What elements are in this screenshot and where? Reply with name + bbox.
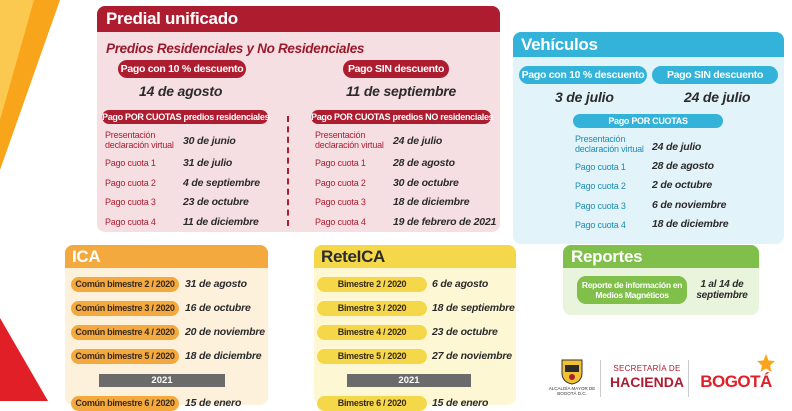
predial-res-row-0-label: Presentación declaración virtual — [105, 130, 174, 150]
vehiculos-row-2-date: 2 de octubre — [652, 179, 713, 191]
predial-header — [97, 6, 500, 32]
reportes-item-date: 1 al 14 de septiembre — [696, 279, 748, 301]
ica-row-1-date: 16 de octubre — [185, 302, 251, 314]
reteica-year-bar: 2021 — [347, 374, 471, 387]
reteica-row-2-date: 23 de octubre — [432, 326, 498, 338]
predial-subtitle: Predios Residenciales y No Residenciales — [106, 41, 365, 56]
reportes-item-label: Reporte de información en Medios Magnéticos — [577, 276, 687, 304]
reportes-card — [563, 245, 759, 315]
vehiculos-con-descuento-label: Pago con 10 % descuento — [519, 66, 647, 84]
predial-card — [97, 6, 500, 232]
vehiculos-row-3-date: 6 de noviembre — [652, 199, 727, 211]
predial-cuotas-residenciales-label: Pago POR CUOTAS predios residenciales — [102, 112, 270, 122]
reteica-header — [314, 245, 516, 268]
ica-row-partial-label: Común bimestre 6 / 2020 — [71, 396, 179, 411]
vehiculos-row-1-date: 28 de agosto — [652, 160, 714, 172]
secretaria-line1: SECRETARÍA DE — [613, 364, 681, 373]
alcaldia-text: ALCALDÍA MAYOR DE BOGOTÁ D.C. — [548, 386, 596, 396]
ica-row-3-label: Común bimestre 5 / 2020 — [71, 349, 179, 364]
predial-nores-row-4-date: 19 de febrero de 2021 — [393, 216, 497, 228]
vehiculos-row-3-label: Pago cuota 3 — [575, 201, 626, 211]
vehiculos-row-2-label: Pago cuota 2 — [575, 181, 626, 191]
predial-res-row-4-date: 11 de diciembre — [183, 216, 259, 228]
reteica-row-1-label: Bimestre 3 / 2020 — [317, 301, 427, 316]
vehiculos-row-4-label: Pago cuota 4 — [575, 220, 626, 230]
predial-res-row-1-date: 31 de julio — [183, 157, 233, 169]
ica-row-0-date: 31 de agosto — [185, 278, 247, 290]
secretaria-line2: HACIENDA — [610, 374, 684, 390]
reteica-row-3-label: Bimestre 5 / 2020 — [317, 349, 427, 364]
reteica-row-2-label: Bimestre 4 / 2020 — [317, 325, 427, 340]
vehiculos-row-0-label: Presentación declaración virtual — [575, 134, 644, 154]
reteica-row-partial-label: Bimestre 6 / 2020 — [317, 396, 427, 411]
predial-nores-row-2-label: Pago cuota 2 — [315, 178, 366, 188]
predial-nores-row-0-label: Presentación declaración virtual — [315, 130, 384, 150]
predial-con-descuento-date: 14 de agosto — [139, 83, 223, 99]
reteica-row-partial-date: 15 de enero — [432, 397, 489, 409]
vehiculos-card — [513, 32, 784, 244]
predial-res-row-1-label: Pago cuota 1 — [105, 158, 156, 168]
vehiculos-sin-descuento-date: 24 de julio — [684, 89, 751, 105]
vehiculos-sin-descuento-label: Pago SIN descuento — [652, 66, 778, 84]
ica-row-partial-date: 15 de enero — [185, 397, 242, 409]
vehiculos-row-0-date: 24 de julio — [652, 141, 702, 153]
ica-row-1-label: Común bimestre 3 / 2020 — [71, 301, 179, 316]
vehiculos-row-4-date: 18 de diciembre — [652, 218, 729, 230]
alcaldia-logo — [548, 357, 596, 399]
ica-title: ICA — [72, 247, 101, 266]
predial-res-row-3-label: Pago cuota 3 — [105, 197, 156, 207]
predial-divider — [287, 116, 289, 226]
ica-row-2-label: Común bimestre 4 / 2020 — [71, 325, 179, 340]
predial-nores-row-1-date: 28 de agosto — [393, 157, 455, 169]
ica-header — [65, 245, 268, 268]
predial-title: Predial unificado — [106, 9, 238, 28]
ica-row-2-date: 20 de noviembre — [185, 326, 265, 338]
reteica-card — [314, 245, 516, 409]
reteica-row-0-date: 6 de agosto — [432, 278, 489, 290]
corner-decoration-red — [0, 318, 48, 401]
ica-card — [65, 245, 268, 409]
reteica-row-1-date: 18 de septiembre — [432, 302, 515, 314]
vehiculos-title: Vehículos — [521, 35, 598, 54]
predial-res-row-4-label: Pago cuota 4 — [105, 217, 156, 227]
predial-nores-row-2-date: 30 de octubre — [393, 177, 459, 189]
predial-res-row-2-date: 4 de septiembre — [183, 177, 260, 189]
corner-decoration-yellow — [0, 0, 34, 120]
predial-res-row-2-label: Pago cuota 2 — [105, 178, 156, 188]
ica-year-bar: 2021 — [99, 374, 225, 387]
coat-of-arms-icon — [548, 357, 596, 385]
predial-res-row-3-date: 23 de octubre — [183, 196, 249, 208]
vehiculos-con-descuento-date: 3 de julio — [555, 89, 614, 105]
vehiculos-cuotas-label: Pago POR CUOTAS — [573, 114, 723, 128]
predial-sin-descuento-label: Pago SIN descuento — [343, 60, 449, 78]
predial-nores-row-1-label: Pago cuota 1 — [315, 158, 366, 168]
vehiculos-header — [513, 32, 784, 57]
predial-nores-row-3-label: Pago cuota 3 — [315, 197, 366, 207]
reportes-title: Reportes — [571, 247, 643, 266]
vehiculos-row-1-label: Pago cuota 1 — [575, 162, 626, 172]
ica-row-3-date: 18 de diciembre — [185, 350, 262, 362]
predial-res-row-0-date: 30 de junio — [183, 135, 236, 147]
reportes-header — [563, 245, 759, 268]
predial-sin-descuento-date: 11 de septiembre — [346, 83, 457, 99]
star-icon — [756, 353, 776, 373]
predial-cuotas-no-residenciales-label: Pago POR CUOTAS predios NO residenciales — [311, 112, 494, 122]
reteica-row-3-date: 27 de noviembre — [432, 350, 512, 362]
reteica-title: ReteICA — [321, 247, 386, 266]
predial-con-descuento-label: Pago con 10 % descuento — [118, 60, 246, 78]
ica-row-0-label: Común bimestre 2 / 2020 — [71, 277, 179, 292]
reteica-row-0-label: Bimestre 2 / 2020 — [317, 277, 427, 292]
predial-nores-row-3-date: 18 de diciembre — [393, 196, 470, 208]
bogota-logo-text: BOGOTÁ — [700, 372, 772, 391]
predial-nores-row-4-label: Pago cuota 4 — [315, 217, 366, 227]
logo-separator-1 — [600, 360, 601, 397]
predial-nores-row-0-date: 24 de julio — [393, 135, 443, 147]
logo-separator-2 — [688, 360, 689, 397]
